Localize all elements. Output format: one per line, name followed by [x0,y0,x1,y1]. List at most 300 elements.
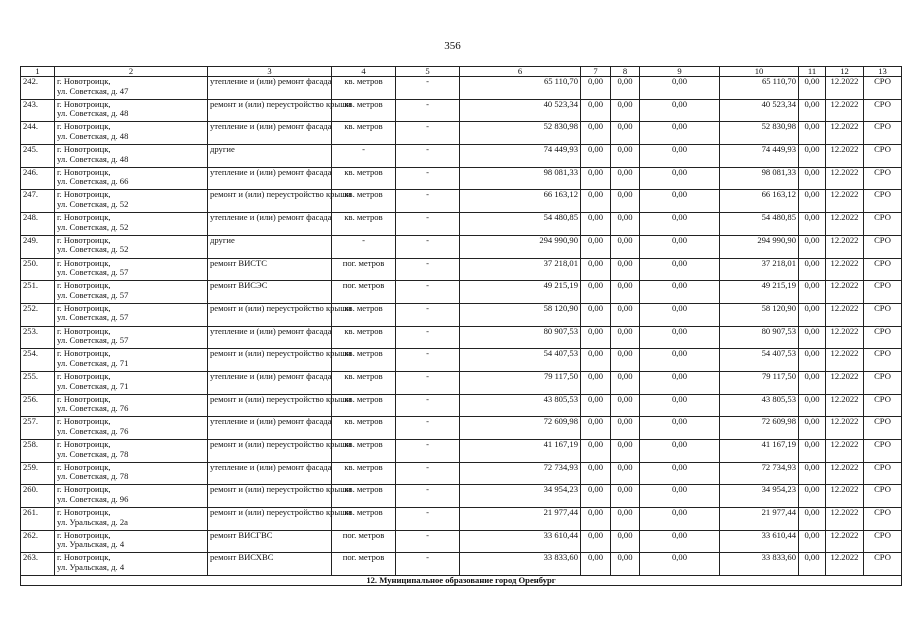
col-5-cell: - [396,258,460,281]
address-cell [55,417,208,440]
unit-cell: кв. метров [332,122,396,145]
street-text: ул. Советская, д. 52 [57,221,129,232]
col-10-cell: 294 990,90 [720,235,799,258]
col-8-cell: 0,00 [611,530,640,553]
method-cell: СРО [864,553,902,576]
col-5-cell: - [396,485,460,508]
col-10-cell: 80 907,53 [720,326,799,349]
row-number-cell: 246. [21,167,55,190]
total-cost-cell: 65 110,70 [460,77,581,100]
work-type-cell: ремонт ВИСХВС [208,553,332,576]
city-text: г. Новотроицк, [57,348,111,359]
unit-cell: пог. метров [332,553,396,576]
method-cell: СРО [864,485,902,508]
table-row [21,213,902,236]
table-row [21,462,902,485]
completion-date-cell: 12.2022 [826,417,864,440]
row-number-cell: 245. [21,145,55,168]
row-number-cell: 247. [21,190,55,213]
col-5-cell: - [396,462,460,485]
col-9-cell: 0,00 [640,485,720,508]
table-row [21,258,902,281]
col-9-cell: 0,00 [640,235,720,258]
col-11-cell: 0,00 [799,440,826,463]
table-row [21,281,902,304]
col-10-cell: 33 610,44 [720,530,799,553]
total-cost-cell: 72 609,98 [460,417,581,440]
col-5-cell: - [396,417,460,440]
street-text: ул. Советская, д. 47 [57,85,129,96]
col-8-cell: 0,00 [611,77,640,100]
column-header: 12 [826,67,864,77]
method-cell: СРО [864,462,902,485]
unit-cell: кв. метров [332,417,396,440]
row-number-cell: 258. [21,440,55,463]
col-5-cell: - [396,326,460,349]
unit-cell: кв. метров [332,77,396,100]
street-text: ул. Советская, д. 52 [57,199,129,210]
col-7-cell: 0,00 [581,122,611,145]
city-text: г. Новотроицк, [57,529,111,540]
completion-date-cell: 12.2022 [826,99,864,122]
column-header: 6 [460,67,581,77]
total-cost-cell: 37 218,01 [460,258,581,281]
address-cell [55,99,208,122]
unit-cell: кв. метров [332,371,396,394]
table-row [21,326,902,349]
street-text: ул. Советская, д. 48 [57,130,129,141]
col-9-cell: 0,00 [640,167,720,190]
method-cell: СРО [864,530,902,553]
completion-date-cell: 12.2022 [826,77,864,100]
section-header-row [21,576,902,586]
work-type-cell: ремонт и (или) переустройство крыши [208,440,332,463]
completion-date-cell: 12.2022 [826,213,864,236]
section-title: 12. Муниципальное образование город Оренбург [21,576,902,586]
work-type-cell: ремонт ВИСТС [208,258,332,281]
col-11-cell: 0,00 [799,553,826,576]
street-text: ул. Советская, д. 78 [57,471,129,482]
unit-cell: - [332,145,396,168]
row-number-cell: 251. [21,281,55,304]
total-cost-cell: 52 830,98 [460,122,581,145]
city-text: г. Новотроицк, [57,552,111,563]
address-cell [55,462,208,485]
unit-cell: кв. метров [332,394,396,417]
col-5-cell: - [396,371,460,394]
street-text: ул. Уральская, д. 2а [57,516,128,527]
col-7-cell: 0,00 [581,349,611,372]
row-number-cell: 255. [21,371,55,394]
city-text: г. Новотроицк, [57,507,111,518]
col-10-cell: 72 609,98 [720,417,799,440]
method-cell: СРО [864,99,902,122]
row-number-cell: 254. [21,349,55,372]
city-text: г. Новотроицк, [57,189,111,200]
column-header: 2 [55,67,208,77]
col-5-cell: - [396,145,460,168]
street-text: ул. Советская, д. 57 [57,335,129,346]
col-11-cell: 0,00 [799,394,826,417]
street-text: ул. Советская, д. 57 [57,289,129,300]
method-cell: СРО [864,77,902,100]
unit-cell: пог. метров [332,530,396,553]
completion-date-cell: 12.2022 [826,122,864,145]
street-text: ул. Советская, д. 76 [57,425,129,436]
col-10-cell: 66 163,12 [720,190,799,213]
unit-cell: кв. метров [332,508,396,531]
method-cell: СРО [864,167,902,190]
table-row [21,349,902,372]
col-11-cell: 0,00 [799,349,826,372]
street-text: ул. Советская, д. 48 [57,153,129,164]
page-number: 356 [444,40,461,52]
city-text: г. Новотроицк, [57,280,111,291]
method-cell: СРО [864,508,902,531]
col-10-cell: 54 407,53 [720,349,799,372]
street-text: ул. Советская, д. 57 [57,312,129,323]
col-8-cell: 0,00 [611,99,640,122]
col-10-cell: 37 218,01 [720,258,799,281]
completion-date-cell: 12.2022 [826,281,864,304]
col-11-cell: 0,00 [799,303,826,326]
row-number-cell: 249. [21,235,55,258]
col-5-cell: - [396,303,460,326]
col-5-cell: - [396,190,460,213]
address-cell [55,235,208,258]
table-row [21,530,902,553]
col-9-cell: 0,00 [640,440,720,463]
work-type-cell: утепление и (или) ремонт фасада [208,417,332,440]
completion-date-cell: 12.2022 [826,303,864,326]
col-9-cell: 0,00 [640,190,720,213]
col-8-cell: 0,00 [611,508,640,531]
row-number-cell: 261. [21,508,55,531]
col-10-cell: 65 110,70 [720,77,799,100]
col-8-cell: 0,00 [611,326,640,349]
col-7-cell: 0,00 [581,530,611,553]
table-row [21,99,902,122]
unit-cell: кв. метров [332,485,396,508]
unit-cell: кв. метров [332,303,396,326]
table-row [21,485,902,508]
work-type-cell: ремонт и (или) переустройство крыши [208,349,332,372]
city-text: г. Новотроицк, [57,302,111,313]
total-cost-cell: 34 954,23 [460,485,581,508]
row-number-cell: 253. [21,326,55,349]
col-5-cell: - [396,508,460,531]
work-type-cell: ремонт ВИСЭС [208,281,332,304]
table-row [21,303,902,326]
col-11-cell: 0,00 [799,326,826,349]
column-header: 4 [332,67,396,77]
work-type-cell: утепление и (или) ремонт фасада [208,77,332,100]
col-9-cell: 0,00 [640,530,720,553]
city-text: г. Новотроицк, [57,484,111,495]
completion-date-cell: 12.2022 [826,371,864,394]
row-number-cell: 260. [21,485,55,508]
col-10-cell: 41 167,19 [720,440,799,463]
column-header: 5 [396,67,460,77]
address-cell [55,349,208,372]
table-row [21,394,902,417]
work-type-cell: утепление и (или) ремонт фасада [208,122,332,145]
column-header: 3 [208,67,332,77]
col-10-cell: 33 833,60 [720,553,799,576]
city-text: г. Новотроицк, [57,325,111,336]
col-7-cell: 0,00 [581,99,611,122]
total-cost-cell: 79 117,50 [460,371,581,394]
table-row [21,167,902,190]
total-cost-cell: 74 449,93 [460,145,581,168]
table-row [21,145,902,168]
col-8-cell: 0,00 [611,190,640,213]
col-5-cell: - [396,349,460,372]
method-cell: СРО [864,303,902,326]
work-type-cell: утепление и (или) ремонт фасада [208,371,332,394]
col-11-cell: 0,00 [799,99,826,122]
col-5-cell: - [396,122,460,145]
method-cell: СРО [864,326,902,349]
column-header: 13 [864,67,902,77]
column-header: 7 [581,67,611,77]
col-10-cell: 72 734,93 [720,462,799,485]
col-10-cell: 54 480,85 [720,213,799,236]
col-10-cell: 98 081,33 [720,167,799,190]
completion-date-cell: 12.2022 [826,167,864,190]
address-cell [55,303,208,326]
completion-date-cell: 12.2022 [826,440,864,463]
col-5-cell: - [396,213,460,236]
total-cost-cell: 98 081,33 [460,167,581,190]
work-type-cell: ремонт ВИСГВС [208,530,332,553]
unit-cell: кв. метров [332,462,396,485]
address-cell [55,167,208,190]
col-8-cell: 0,00 [611,303,640,326]
address-cell [55,77,208,100]
method-cell: СРО [864,281,902,304]
work-type-cell: ремонт и (или) переустройство крыши [208,485,332,508]
method-cell: СРО [864,258,902,281]
col-8-cell: 0,00 [611,235,640,258]
address-cell [55,326,208,349]
work-type-cell: другие [208,145,332,168]
total-cost-cell: 58 120,90 [460,303,581,326]
method-cell: СРО [864,235,902,258]
col-10-cell: 43 805,53 [720,394,799,417]
address-cell [55,485,208,508]
total-cost-cell: 66 163,12 [460,190,581,213]
work-type-cell: утепление и (или) ремонт фасада [208,462,332,485]
street-text: ул. Советская, д. 52 [57,244,129,255]
col-10-cell: 21 977,44 [720,508,799,531]
unit-cell: - [332,235,396,258]
col-8-cell: 0,00 [611,213,640,236]
city-text: г. Новотроицк, [57,212,111,223]
total-cost-cell: 33 833,60 [460,553,581,576]
address-cell [55,213,208,236]
total-cost-cell: 294 990,90 [460,235,581,258]
street-text: ул. Советская, д. 71 [57,357,129,368]
method-cell: СРО [864,371,902,394]
column-header: 8 [611,67,640,77]
city-text: г. Новотроицк, [57,144,111,155]
col-8-cell: 0,00 [611,122,640,145]
street-text: ул. Советская, д. 76 [57,403,129,414]
col-8-cell: 0,00 [611,371,640,394]
col-8-cell: 0,00 [611,145,640,168]
method-cell: СРО [864,349,902,372]
col-9-cell: 0,00 [640,371,720,394]
total-cost-cell: 21 977,44 [460,508,581,531]
col-10-cell: 58 120,90 [720,303,799,326]
method-cell: СРО [864,190,902,213]
col-11-cell: 0,00 [799,508,826,531]
table-row [21,508,902,531]
row-number-cell: 262. [21,530,55,553]
work-type-cell: утепление и (или) ремонт фасада [208,213,332,236]
col-11-cell: 0,00 [799,235,826,258]
table-row [21,440,902,463]
table-row [21,371,902,394]
method-cell: СРО [864,394,902,417]
street-text: ул. Советская, д. 57 [57,267,129,278]
col-11-cell: 0,00 [799,417,826,440]
col-10-cell: 49 215,19 [720,281,799,304]
unit-cell: кв. метров [332,167,396,190]
col-11-cell: 0,00 [799,213,826,236]
col-11-cell: 0,00 [799,485,826,508]
col-11-cell: 0,00 [799,371,826,394]
col-5-cell: - [396,235,460,258]
col-7-cell: 0,00 [581,258,611,281]
street-text: ул. Советская, д. 48 [57,108,129,119]
completion-date-cell: 12.2022 [826,349,864,372]
total-cost-cell: 49 215,19 [460,281,581,304]
col-11-cell: 0,00 [799,462,826,485]
col-8-cell: 0,00 [611,258,640,281]
col-11-cell: 0,00 [799,281,826,304]
col-11-cell: 0,00 [799,122,826,145]
work-type-cell: ремонт и (или) переустройство крыши [208,508,332,531]
column-header: 1 [21,67,55,77]
col-7-cell: 0,00 [581,371,611,394]
city-text: г. Новотроицк, [57,461,111,472]
unit-cell: кв. метров [332,349,396,372]
col-11-cell: 0,00 [799,145,826,168]
table-row [21,122,902,145]
col-9-cell: 0,00 [640,417,720,440]
work-type-cell: ремонт и (или) переустройство крыши [208,394,332,417]
unit-cell: кв. метров [332,326,396,349]
col-5-cell: - [396,394,460,417]
col-8-cell: 0,00 [611,440,640,463]
completion-date-cell: 12.2022 [826,508,864,531]
completion-date-cell: 12.2022 [826,462,864,485]
col-11-cell: 0,00 [799,530,826,553]
col-5-cell: - [396,530,460,553]
unit-cell: кв. метров [332,99,396,122]
col-8-cell: 0,00 [611,553,640,576]
col-9-cell: 0,00 [640,258,720,281]
column-number-header [21,67,902,77]
row-number-cell: 256. [21,394,55,417]
row-number-cell: 242. [21,77,55,100]
city-text: г. Новотроицк, [57,439,111,449]
address-cell [55,394,208,417]
method-cell: СРО [864,440,902,463]
col-7-cell: 0,00 [581,167,611,190]
col-9-cell: 0,00 [640,281,720,304]
address-cell [55,553,208,576]
col-9-cell: 0,00 [640,213,720,236]
col-7-cell: 0,00 [581,77,611,100]
completion-date-cell: 12.2022 [826,190,864,213]
total-cost-cell: 33 610,44 [460,530,581,553]
completion-date-cell: 12.2022 [826,530,864,553]
col-7-cell: 0,00 [581,440,611,463]
method-cell: СРО [864,122,902,145]
method-cell: СРО [864,145,902,168]
work-type-cell: утепление и (или) ремонт фасада [208,167,332,190]
col-7-cell: 0,00 [581,145,611,168]
col-8-cell: 0,00 [611,281,640,304]
work-type-cell: другие [208,235,332,258]
street-text: ул. Уральская, д. 4 [57,562,125,573]
city-text: г. Новотроицк, [57,370,111,381]
street-text: ул. Уральская, д. 4 [57,539,125,550]
col-9-cell: 0,00 [640,462,720,485]
col-10-cell: 79 117,50 [720,371,799,394]
col-8-cell: 0,00 [611,167,640,190]
col-7-cell: 0,00 [581,281,611,304]
col-7-cell: 0,00 [581,485,611,508]
col-11-cell: 0,00 [799,258,826,281]
total-cost-cell: 54 407,53 [460,349,581,372]
col-5-cell: - [396,281,460,304]
col-10-cell: 40 523,34 [720,99,799,122]
row-number-cell: 243. [21,99,55,122]
city-text: г. Новотроицк, [57,76,111,86]
col-9-cell: 0,00 [640,303,720,326]
street-text: ул. Советская, д. 78 [57,448,129,459]
table-row [21,77,902,100]
col-7-cell: 0,00 [581,462,611,485]
row-number-cell: 259. [21,462,55,485]
total-cost-cell: 41 167,19 [460,440,581,463]
unit-cell: кв. метров [332,190,396,213]
col-9-cell: 0,00 [640,349,720,372]
register-table [20,66,902,586]
work-type-cell: ремонт и (или) переустройство крыши [208,99,332,122]
completion-date-cell: 12.2022 [826,326,864,349]
col-8-cell: 0,00 [611,462,640,485]
completion-date-cell: 12.2022 [826,553,864,576]
col-11-cell: 0,00 [799,167,826,190]
column-header: 10 [720,67,799,77]
city-text: г. Новотроицк, [57,166,111,177]
col-10-cell: 52 830,98 [720,122,799,145]
col-5-cell: - [396,167,460,190]
col-9-cell: 0,00 [640,326,720,349]
col-9-cell: 0,00 [640,99,720,122]
col-7-cell: 0,00 [581,394,611,417]
address-cell [55,190,208,213]
table-row [21,235,902,258]
col-10-cell: 74 449,93 [720,145,799,168]
work-type-cell: ремонт и (или) переустройство крыши [208,303,332,326]
address-cell [55,122,208,145]
